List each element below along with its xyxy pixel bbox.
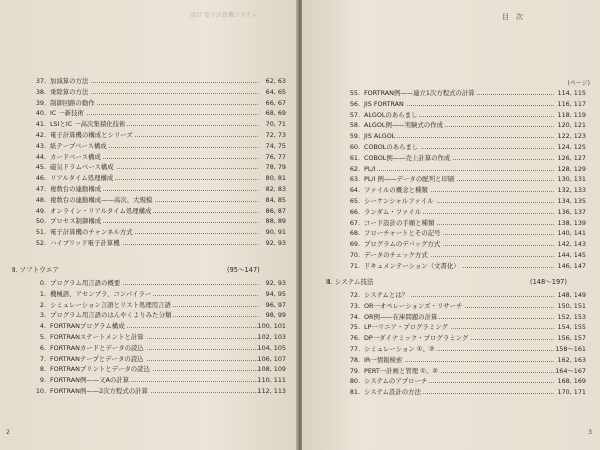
toc-entry-pages: 118, 119 xyxy=(557,110,586,119)
toc-entry-title: COBOL例——売上計算の作成 xyxy=(364,153,451,162)
toc-entry xyxy=(302,174,600,185)
toc-entry-number: 45. xyxy=(35,163,46,172)
toc-entry-title: IR一情報検索 xyxy=(364,355,403,364)
toc-entry-pages: 76, 77 xyxy=(265,152,286,161)
toc-entry-pages: 114, 115 xyxy=(557,89,586,97)
toc-entry xyxy=(302,344,600,355)
toc-entry xyxy=(0,386,298,397)
toc-entry-number: 5. xyxy=(39,332,46,341)
section-label: Ⅱ. ソフトウエア xyxy=(12,266,59,274)
toc-entry-pages: 144, 145 xyxy=(557,250,586,259)
toc-entry-number: 60. xyxy=(349,142,360,151)
toc-entry-pages: 112, 113 xyxy=(257,386,286,395)
toc-entry xyxy=(0,87,298,98)
page-number: 3 xyxy=(588,429,592,436)
toc-entry xyxy=(302,239,600,250)
toc-entry-pages: 120, 121 xyxy=(557,121,586,130)
toc-entry xyxy=(0,152,298,163)
toc-entry-number: 62. xyxy=(349,164,360,173)
toc-entry xyxy=(302,88,600,99)
toc-entry-pages: 88, 89 xyxy=(265,217,286,226)
toc-entry-title: FORTRANプログラム構成 xyxy=(50,322,125,331)
toc-entry-pages: 86, 87 xyxy=(265,206,286,215)
toc-entry-title: 複数台の連動構成 xyxy=(50,184,102,193)
toc-entry-pages: 168, 169 xyxy=(557,377,586,386)
toc-entry xyxy=(0,343,298,354)
toc-entry-title: オンライン・リアルタイム処理構成 xyxy=(50,206,152,215)
toc-entry-title: シミュレーション言語とリスト処理用言語 xyxy=(50,300,171,309)
toc-entry-pages: 132, 133 xyxy=(557,186,586,195)
toc-entry xyxy=(302,333,600,344)
toc-entry xyxy=(0,130,298,141)
toc-entry-pages: 146, 147 xyxy=(557,261,586,270)
toc-entry-title: FORTRANテープとデータの読込 xyxy=(50,354,144,363)
toc-entry-title: プログラム用言語の概要 xyxy=(50,279,121,287)
toc-entry xyxy=(0,321,298,332)
toc-entry-number: 71. xyxy=(349,261,360,270)
toc-entry xyxy=(302,164,600,175)
toc-entry-pages: 102, 103 xyxy=(257,332,286,341)
toc-entry-pages: 140, 141 xyxy=(557,229,586,238)
toc-entry xyxy=(0,98,298,109)
left-page xyxy=(0,0,298,450)
toc-entry-title: 紙テープベース構成 xyxy=(50,141,107,150)
toc-entry-pages: 152, 153 xyxy=(557,312,586,321)
toc-entry-pages: 62, 63 xyxy=(265,77,286,85)
toc-entry-title: LSIとIC 一高次集積化技術 xyxy=(50,120,126,129)
toc-entry-pages: 136, 137 xyxy=(557,207,586,216)
toc-entry-title: 電子計算機の構成とシリーズ xyxy=(50,130,133,139)
toc-entry-number: 57. xyxy=(349,110,360,119)
toc-entry-number: 67. xyxy=(349,218,360,227)
toc-entry xyxy=(0,76,298,87)
toc-entry-title: PL/I xyxy=(364,164,376,173)
toc-entry xyxy=(302,312,600,323)
toc-entry xyxy=(0,332,298,343)
toc-entry xyxy=(302,153,600,164)
toc-entry-number: 63. xyxy=(349,175,360,184)
right-toc-list-bottom xyxy=(302,290,600,398)
toc-entry-title: 電子計算機のチャンネル方式 xyxy=(50,228,133,237)
toc-entry-number: 38. xyxy=(35,87,46,96)
toc-entry-title: カードベース構成 xyxy=(50,152,101,161)
toc-entry-pages: 80, 81 xyxy=(265,174,286,183)
toc-entry-number: 0. xyxy=(39,279,46,287)
toc-entry-title: FORTRANプリントとデータの読込 xyxy=(50,365,150,374)
toc-entry-number: 37. xyxy=(35,77,46,85)
toc-entry-pages: 72, 73 xyxy=(265,130,286,139)
toc-entry-title: プログラム用言語のはんやくよりみた分類 xyxy=(50,311,172,320)
toc-entry-title: フローチャートとその記号 xyxy=(364,229,441,238)
toc-entry-title: 乗除算の方法 xyxy=(50,87,89,96)
toc-entry-title: 磁気ドラムベース構成 xyxy=(50,163,114,172)
toc-entry xyxy=(0,300,298,311)
toc-entry-title: JIS ALGOL xyxy=(364,132,396,141)
toc-entry-number: 80. xyxy=(349,377,360,386)
toc-entry-pages: 164〜167 xyxy=(555,366,586,375)
toc-entry xyxy=(0,119,298,130)
toc-entry-number: 52. xyxy=(35,238,46,247)
toc-entry xyxy=(0,216,298,227)
toc-entry-number: 68. xyxy=(349,229,360,238)
toc-entry xyxy=(302,142,600,153)
toc-entry xyxy=(0,108,298,119)
toc-entry xyxy=(302,387,600,398)
toc-entry-pages: 106, 107 xyxy=(257,354,286,363)
toc-entry-number: 51. xyxy=(35,228,46,237)
toc-entry-pages: 150, 151 xyxy=(557,301,586,310)
toc-entry-number: 6. xyxy=(39,343,46,352)
toc-entry-number: 64. xyxy=(349,186,360,195)
toc-entry xyxy=(302,131,600,142)
toc-entry-number: 50. xyxy=(35,217,46,226)
toc-entry-number: 2. xyxy=(39,300,46,309)
toc-entry xyxy=(302,261,600,272)
toc-entry-number: 78. xyxy=(349,355,360,364)
toc-entry xyxy=(0,227,298,238)
toc-entry-title: コード設計の手順と種類 xyxy=(364,218,435,227)
toc-entry xyxy=(302,218,600,229)
left-page-header: 設計 電子計算機システム xyxy=(190,12,258,19)
toc-entry-number: 7. xyxy=(39,354,46,363)
toc-entry-title: シーケンシャルファイル xyxy=(364,196,434,205)
toc-entry-number: 48. xyxy=(35,195,46,204)
toc-entry-title: IC 一新技術 xyxy=(50,109,84,118)
toc-entry xyxy=(302,366,600,377)
toc-entry-pages: 96, 97 xyxy=(265,300,286,309)
toc-entry-number: 49. xyxy=(35,206,46,215)
toc-entry-title: FORTRANステートメントと計算 xyxy=(50,332,144,341)
toc-entry xyxy=(0,195,298,206)
toc-entry-pages: 90, 91 xyxy=(265,228,286,237)
left-toc-list-top xyxy=(0,76,298,249)
toc-entry-title: FORTRAN例——連立1次方程式の計算 xyxy=(364,89,475,97)
toc-entry-title: システムとは？ xyxy=(364,291,409,299)
toc-entry-number: 75. xyxy=(349,323,360,332)
section-range: (148〜197) xyxy=(530,278,567,286)
toc-entry xyxy=(0,354,298,365)
toc-entry xyxy=(302,250,600,261)
toc-entry-number: 40. xyxy=(35,109,46,118)
toc-entry-number: 81. xyxy=(349,388,360,397)
toc-entry-pages: 124, 125 xyxy=(557,142,586,151)
toc-entry-title: シミュレーション ①、② xyxy=(364,344,435,353)
toc-entry-pages: 68, 69 xyxy=(265,109,286,118)
toc-entry-number: 55. xyxy=(349,89,360,97)
toc-entry xyxy=(0,289,298,300)
toc-entry-pages: 138, 139 xyxy=(557,218,586,227)
toc-entry xyxy=(0,206,298,217)
toc-entry-title: FORTRANカードとデータの読込 xyxy=(50,343,144,352)
toc-entry-number: 4. xyxy=(39,322,46,331)
toc-entry-number: 69. xyxy=(349,240,360,249)
right-page xyxy=(302,0,600,450)
toc-entry-number: 61. xyxy=(349,153,360,162)
toc-entry xyxy=(302,110,600,121)
toc-entry-pages: 148, 149 xyxy=(557,291,586,299)
toc-entry-title: OR一オペレーションズ・リサーチ xyxy=(364,301,463,310)
toc-entry xyxy=(302,99,600,110)
toc-entry-title: システムのアプローチ xyxy=(364,377,428,386)
toc-entry-number: 58. xyxy=(349,121,360,130)
toc-entry xyxy=(302,355,600,366)
toc-entry-number: 3. xyxy=(39,311,46,320)
toc-entry-pages: 128, 129 xyxy=(557,164,586,173)
toc-entry xyxy=(302,322,600,333)
toc-entry-title: FORTRAN例——又Aの計算 xyxy=(50,376,130,385)
toc-entry-number: 76. xyxy=(349,334,360,343)
toc-entry-number: 77. xyxy=(349,344,360,353)
toc-entry-title: 複数台の連動構成——高次、大規模 xyxy=(50,195,153,204)
toc-entry-title: LP一リニア・プログラミング xyxy=(364,323,448,332)
toc-entry-title: ALGOLのあらまし xyxy=(364,110,418,119)
toc-entry-pages: 142, 143 xyxy=(557,240,586,249)
toc-entry-title: COBOLのあらまし xyxy=(364,142,419,151)
toc-entry-title: プログラムのデバッグ方式 xyxy=(364,240,441,249)
toc-entry-pages: 74, 75 xyxy=(265,141,286,150)
toc-entry-number: 73. xyxy=(349,301,360,310)
toc-entry-number: 43. xyxy=(35,141,46,150)
toc-entry-pages: 108, 109 xyxy=(257,365,286,374)
toc-entry-pages: 82, 83 xyxy=(265,184,286,193)
toc-entry-pages: 94, 95 xyxy=(265,289,286,298)
toc-entry-title: 制御回路の動作 xyxy=(50,98,95,107)
toc-entry-number: 59. xyxy=(349,132,360,141)
toc-entry-pages: 104, 105 xyxy=(257,343,286,352)
toc-entry-number: 41. xyxy=(35,120,46,129)
toc-entry-number: 8. xyxy=(39,365,46,374)
toc-entry xyxy=(0,364,298,375)
toc-entry-title: PL/I 例——データの配列と印刷 xyxy=(364,175,455,184)
section-heading xyxy=(326,276,596,288)
toc-entry xyxy=(302,185,600,196)
toc-entry-number: 1. xyxy=(39,289,46,298)
toc-entry xyxy=(0,184,298,195)
toc-entry xyxy=(302,301,600,312)
toc-entry-title: OR例——在庫問題の計算 xyxy=(364,312,438,321)
toc-entry-pages: 122, 123 xyxy=(557,132,586,141)
toc-entry-number: 44. xyxy=(35,152,46,161)
toc-entry-pages: 134, 135 xyxy=(557,196,586,205)
toc-entry-pages: 66, 67 xyxy=(265,98,286,107)
toc-entry xyxy=(0,238,298,249)
toc-entry-number: 79. xyxy=(349,366,360,375)
toc-entry-number: 46. xyxy=(35,174,46,183)
toc-entry xyxy=(0,173,298,184)
toc-entry-pages: 70, 71 xyxy=(265,120,286,129)
toc-entry-number: 10. xyxy=(35,386,46,395)
leader-dots xyxy=(364,170,554,171)
toc-entry-pages: 156, 157 xyxy=(557,334,586,343)
toc-entry xyxy=(0,375,298,386)
toc-entry-title: ランダム・ファイル xyxy=(364,207,422,216)
toc-entry xyxy=(0,310,298,321)
toc-entry-number: 74. xyxy=(349,312,360,321)
toc-entry-number: 70. xyxy=(349,250,360,259)
toc-entry-pages: 162, 163 xyxy=(557,355,586,364)
toc-entry-pages: 64, 65 xyxy=(265,87,286,96)
toc-entry-number: 47. xyxy=(35,184,46,193)
toc-entry-title: JIS FORTRAN xyxy=(364,99,404,108)
toc-entry xyxy=(0,278,298,289)
toc-entry-title: リアルタイム処理構成 xyxy=(50,174,114,183)
toc-entry-pages: 78, 79 xyxy=(265,163,286,172)
toc-entry-title: DP一ダイナミック・プログラミング xyxy=(364,334,469,343)
toc-entry-pages: 126, 127 xyxy=(557,153,586,162)
right-toc-list-top xyxy=(302,88,600,272)
toc-entry-pages: 158〜161 xyxy=(555,344,586,353)
toc-entry-number: 39. xyxy=(35,98,46,107)
toc-entry-pages: 100, 101 xyxy=(257,322,286,331)
toc-entry xyxy=(302,376,600,387)
toc-entry-number: 72. xyxy=(349,291,360,299)
toc-entry-title: データのチェック方式 xyxy=(364,250,428,259)
toc-entry-title: ドキュメンテーション（文書化） xyxy=(364,261,460,270)
page-range-note: (ページ) xyxy=(567,80,590,87)
toc-entry xyxy=(302,228,600,239)
toc-entry xyxy=(0,141,298,152)
toc-entry-pages: 116, 117 xyxy=(557,99,586,108)
toc-entry-title: FORTRAN例——2次方程式の計算 xyxy=(50,386,148,395)
toc-entry-title: ALGOL例——実験式の作成 xyxy=(364,121,443,130)
toc-entry-pages: 130, 131 xyxy=(557,175,586,184)
toc-entry-title: ハイブリッド電子計算機 xyxy=(50,238,120,247)
toc-entry-title: 機械語、アセンブラ、コンパイラー xyxy=(50,289,152,298)
toc-entry-number: 66. xyxy=(349,207,360,216)
toc-entry-pages: 154, 155 xyxy=(557,323,586,332)
toc-entry-title: プロセス制御構成 xyxy=(50,217,102,226)
toc-entry-pages: 84, 85 xyxy=(265,195,286,204)
section-heading xyxy=(12,264,292,276)
section-range: (95〜147) xyxy=(227,266,260,274)
toc-entry xyxy=(302,290,600,301)
toc-entry-title: 加減算の方法 xyxy=(50,77,89,85)
toc-entry-number: 9. xyxy=(39,376,46,385)
toc-entry xyxy=(302,120,600,131)
toc-entry-pages: 92, 93 xyxy=(265,279,286,287)
toc-entry-title: PERT一計画と管理 ①、② xyxy=(364,366,438,375)
page-number: 2 xyxy=(6,429,10,436)
toc-entry xyxy=(302,207,600,218)
toc-entry-number: 65. xyxy=(349,196,360,205)
toc-entry-number: 56. xyxy=(349,99,360,108)
toc-entry-pages: 110, 111 xyxy=(257,376,286,385)
toc-entry-title: システム設計の方法 xyxy=(364,388,421,397)
toc-entry-pages: 98, 99 xyxy=(265,311,286,320)
left-toc-list-bottom xyxy=(0,278,298,397)
toc-entry-pages: 92, 93 xyxy=(265,238,286,247)
toc-entry-title: ファイルの概念と種類 xyxy=(364,186,428,195)
toc-entry xyxy=(0,162,298,173)
toc-entry-number: 42. xyxy=(35,130,46,139)
toc-entry xyxy=(302,196,600,207)
section-label: Ⅲ. システム技法 xyxy=(326,278,374,286)
toc-entry-pages: 170, 171 xyxy=(557,388,586,397)
right-page-header: 目 次 xyxy=(502,13,523,21)
